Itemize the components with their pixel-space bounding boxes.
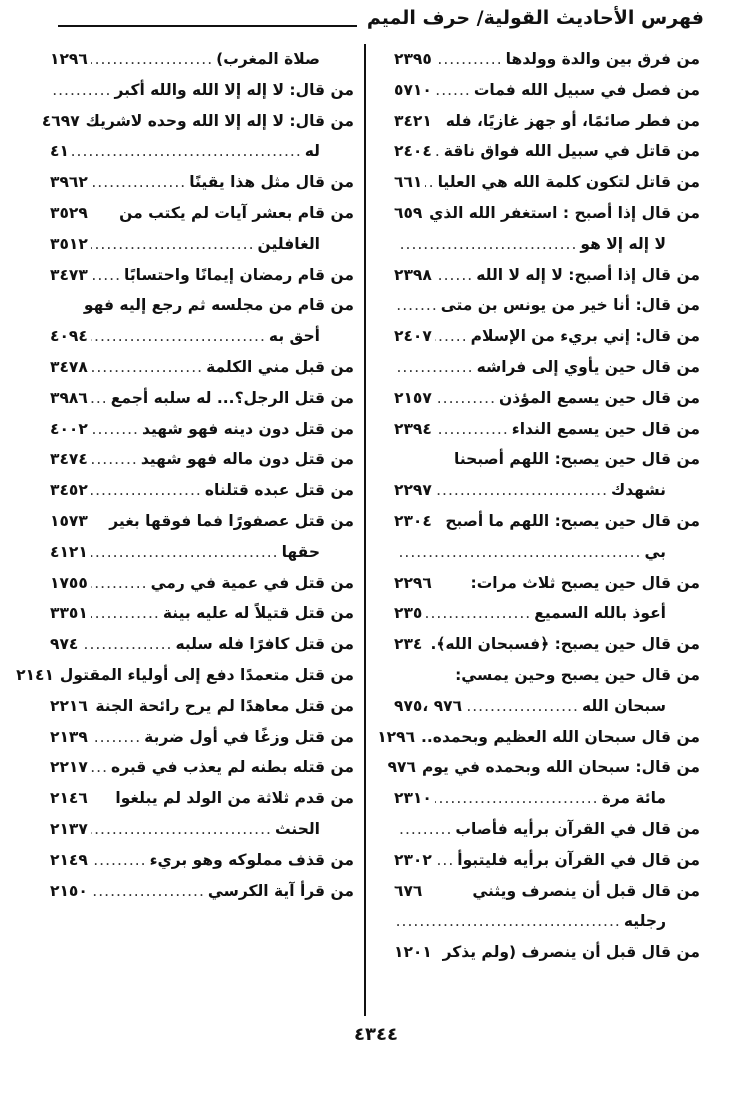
entry-text: رجليه [623,912,666,931]
index-entry [16,660,354,691]
entry-text: من قال: لا إله إلا الله وحده لاشريك [85,111,354,130]
entry-number: ٤٦٩٧ [41,111,80,130]
entry-number: ١٥٧٣ [50,511,88,530]
index-entry [50,414,354,445]
dot-leader [81,629,172,660]
index-entry [394,814,700,845]
entry-text: الغافلين [257,234,320,253]
index-entry [394,44,700,75]
index-entry [387,752,700,783]
entry-number: ٦٥٩ [394,203,423,222]
index-entry [394,167,700,198]
dot-leader [435,783,599,814]
index-entry [394,906,700,937]
dot-leader [91,321,266,352]
entry-number: ٣٤٧٤ [50,450,88,469]
index-entry [50,876,354,907]
entry-text: من قام رمضان إيمانًا واحتسابًا [124,265,354,284]
index-entry [394,198,700,229]
entry-text: من قاتل لتكون كلمة الله هي العليا [437,173,700,192]
dot-leader [397,352,474,383]
index-entry [394,352,700,383]
index-entry [50,260,354,291]
index-entry [394,783,700,814]
entry-number: ٢١٤١ [16,665,54,684]
dot-leader [435,383,496,414]
page-number: ٤٣٤٤ [354,1024,398,1045]
entry-text: من قال حين يأوي إلى فراشه [476,357,700,376]
entry-text: من قال قبل أن ينصرف ويثني [472,881,700,900]
index-entry [50,136,354,167]
dot-leader [91,475,202,506]
dot-leader [425,598,531,629]
entry-number: ٢٤٠٤ [394,142,432,161]
index-entry [50,198,354,229]
index-entry [394,75,700,106]
dot-leader [91,568,148,599]
entry-text: سبحان الله [581,696,666,715]
entry-number: ٣٤٧٨ [50,357,88,376]
entry-text: من فطر صائمًا، أو جهز غازيًا، فله [445,111,700,130]
entry-number: ٣٤٢١ [394,111,432,130]
entry-number: ٢٣٤ [394,635,423,654]
entry-number: ٢١٥٠ [50,881,88,900]
entry-number: ٣٩٦٢ [50,173,88,192]
entry-number: ٢٣١٠ [394,789,432,808]
entry-text: من قال حين يصبح: ﴿فسبحان الله﴾. [430,635,700,654]
dot-leader [91,876,205,907]
entry-text: أحق به [268,327,320,346]
entry-number: ٢١٤٩ [50,850,88,869]
dot-leader [91,691,92,722]
dot-leader [435,845,454,876]
dot-leader [425,167,434,198]
entry-number: ٩٧٤ [50,635,79,654]
index-entry [394,260,700,291]
index-entry [394,598,700,629]
entry-text: من قدم ثلاثة من الولد لم يبلغوا [115,789,354,808]
index-entry [377,722,700,753]
entry-number: ٦٧٦ [394,881,423,900]
dot-leader [435,260,473,291]
dot-leader [397,814,452,845]
index-entry [50,783,354,814]
entry-text: من قال في القرآن برأيه فأصاب [455,819,700,838]
entry-text: من قال سبحان الله العظيم وبحمده.. [421,727,700,746]
dot-leader [91,260,121,291]
entry-number: ٢٢١٧ [50,758,88,777]
index-entry [394,290,700,321]
entry-text: صلاة المغرب) [216,50,320,68]
header-rule [58,25,357,27]
entry-number: ٢١٥٧ [394,388,432,407]
dot-leader [91,44,213,75]
dot-leader [91,845,147,876]
page-header [58,6,704,30]
index-entry [394,414,700,445]
dot-leader [91,383,108,414]
entry-number: ٢٣٠٤ [394,511,432,530]
entry-text: من قال حين يصبح: اللهم ما أصبح [445,511,700,530]
index-entry [394,660,700,691]
entry-text: من فصل في سبيل الله فمات [473,80,700,99]
index-entry [394,691,700,722]
index-entry [50,444,354,475]
index-entry [394,444,700,475]
index-entry [394,136,700,167]
dot-leader [91,167,186,198]
entry-number: ٣٥٢٩ [50,203,88,222]
entry-text: من قال مثل هذا يقينًا [189,173,354,192]
entry-number: ٢١٤٦ [50,789,88,808]
entry-text: من قتل دون دينه فهو شهيد [141,419,354,438]
entry-text: من فرق بين والدة وولدها [505,50,700,68]
entry-number: ٢٢٩٧ [394,481,432,500]
entry-text: الحنث [274,819,320,838]
index-entry [50,290,354,321]
dot-leader [397,290,438,321]
entry-text: من قال قبل أن ينصرف (ولم يذكر [442,943,700,962]
entry-number: ١٢٩٦ [50,50,88,68]
entry-text: من قبل مني الكلمة [206,357,354,376]
index-entry [394,937,700,968]
index-column-right [377,44,700,1012]
entry-number: ٣٤٧٣ [50,265,88,284]
entry-text: حقها [281,542,320,561]
entry-text: من قتله بطنه لم يعذب في قبره [111,758,354,777]
index-entry [50,44,354,75]
entry-number: ١٢٩٦ [377,727,416,746]
entry-text: من قال: لا إله إلا الله والله أكبر [114,80,354,99]
index-entry [50,598,354,629]
index-entry [50,475,354,506]
index-entry [394,876,700,907]
index-entry [394,475,700,506]
entry-number: ٢٢٩٦ [394,573,432,592]
entry-text: من قتل كافرًا فله سلبه [175,635,354,654]
entry-text: من قتل عصفورًا فما فوقها بغير [109,511,354,530]
entry-number: ٢١٣٩ [50,727,88,746]
entry-text: من قتل في عمية في رمي [150,573,354,592]
index-entry [394,229,700,260]
entry-text: من قال: إني بريء من الإسلام [470,327,700,346]
dot-leader [397,229,577,260]
index-entry [394,321,700,352]
entry-number: ٢١٣٧ [50,819,88,838]
entry-number: ٢٣٠٢ [394,850,432,869]
entry-number: ٣٩٨٦ [50,388,88,407]
entry-text: لا إله إلا هو [580,234,666,253]
entry-number: ٥٧١٠ [394,80,432,99]
entry-number: ٤١ [50,142,69,161]
dot-leader [91,229,255,260]
entry-number: ٦٦١ [394,173,423,192]
page-title: فهرس الأحاديث القولية/ حرف الميم [366,7,704,29]
entry-text: من قذف مملوكه وهو بريء [149,850,354,869]
index-entry [394,537,700,568]
dot-leader [53,75,111,106]
entry-text: من قال حين يصبح ثلاث مرات: [470,573,700,592]
index-entry [50,845,354,876]
entry-number: ٣٤٥٢ [50,481,88,500]
dot-leader [435,321,468,352]
dot-leader [91,444,138,475]
index-entry [50,691,354,722]
index-entry [41,106,354,137]
dot-leader [91,752,108,783]
dot-leader [91,352,203,383]
index-entry [394,506,700,537]
index-entry [394,568,700,599]
index-entry [50,321,354,352]
entry-number: ٣٣٥١ [50,604,88,623]
entry-text: من قتل عبده قتلناه [204,481,354,500]
entry-number: ٢٣٥ [394,604,423,623]
index-entry [50,383,354,414]
entry-text: من قال: أنا خير من يونس بن متى [440,296,700,315]
dot-leader [91,722,141,753]
entry-text: من قتل الرجل؟... له سلبه أجمع [110,388,354,407]
index-entry [50,814,354,845]
dot-leader [91,598,160,629]
entry-text: من قال حين يصبح وحين يمسي: [455,665,700,684]
entry-text: من قال حين يسمع المؤذن [499,388,700,407]
entry-text: من قال: سبحان الله وبحمده في يوم [421,758,700,777]
entry-text: من قتل معاهدًا لم يرح رائحة الجنة [95,696,354,715]
dot-leader [435,75,471,106]
entry-number: ٢٢١٦ [50,696,88,715]
index-entry [50,722,354,753]
index-column-left [16,44,354,1012]
index-entry [50,229,354,260]
entry-number: ١٧٥٥ [50,573,88,592]
dot-leader [435,44,503,75]
entry-text: من قام من مجلسه ثم رجع إليه فهو [83,296,354,315]
entry-number: ١٢٠١ [394,943,432,962]
entry-text: من قرأ آية الكرسي [207,881,354,900]
index-entry [50,352,354,383]
entry-number: ٩٧٦ ،٩٧٥ [394,696,463,715]
entry-number: ٢٣٩٤ [394,419,432,438]
dot-leader [465,691,579,722]
index-entry [50,167,354,198]
entry-text: من قال حين يصبح: اللهم أصبحنا [454,450,700,469]
column-divider [364,44,366,1016]
entry-text: من قتل وزغًا في أول ضربة [144,727,354,746]
index-entry [394,383,700,414]
index-entry [394,106,700,137]
dot-leader [91,414,139,445]
entry-text: من قال حين يسمع النداء [511,419,700,438]
dot-leader [91,814,272,845]
entry-number: ٤٠٩٤ [50,327,88,346]
index-entry [394,629,700,660]
entry-text: من قاتل في سبيل الله فواق ناقة [443,142,700,161]
dot-leader [435,475,608,506]
index-entry [50,537,354,568]
index-entry [50,75,354,106]
entry-text: من قال في القرآن برأيه فليتبوأ [457,850,700,869]
entry-number: ٤١٢١ [50,542,88,561]
index-entry [50,568,354,599]
entry-number: ٢٤٠٧ [394,327,432,346]
dot-leader [72,136,302,167]
entry-text: من قتل متعمدًا دفع إلى أولياء المقتول [59,665,354,684]
dot-leader [397,906,621,937]
entry-text: بي [644,542,666,561]
dot-leader [91,537,279,568]
index-entry [50,629,354,660]
entry-number: ٢٣٩٥ [394,50,432,68]
entry-text: من قام بعشر آيات لم يكتب من [119,203,354,222]
dot-leader [435,414,509,445]
entry-text: من قال إذا أصبح : استغفر الله الذي [429,203,700,222]
entry-text: من قتل دون ماله فهو شهيد [140,450,354,469]
entry-number: ٣٥١٢ [50,234,88,253]
entry-number: ٤٠٠٢ [50,419,88,438]
index-entry [50,506,354,537]
entry-text: أعوذ بالله السميع [534,604,666,623]
entry-text: من قتل قتيلاً له عليه بينة [162,604,354,623]
dot-leader [435,136,441,167]
entry-text: مائة مرة [601,789,666,808]
index-entry [394,845,700,876]
entry-number: ٩٧٦ [387,758,416,777]
index-entry [50,752,354,783]
entry-text: من قال إذا أصبح: لا إله لا الله [476,265,700,284]
entry-text: له [304,142,320,161]
dot-leader [397,537,641,568]
entry-number: ٢٣٩٨ [394,265,432,284]
entry-text: نشهدك [611,481,666,500]
